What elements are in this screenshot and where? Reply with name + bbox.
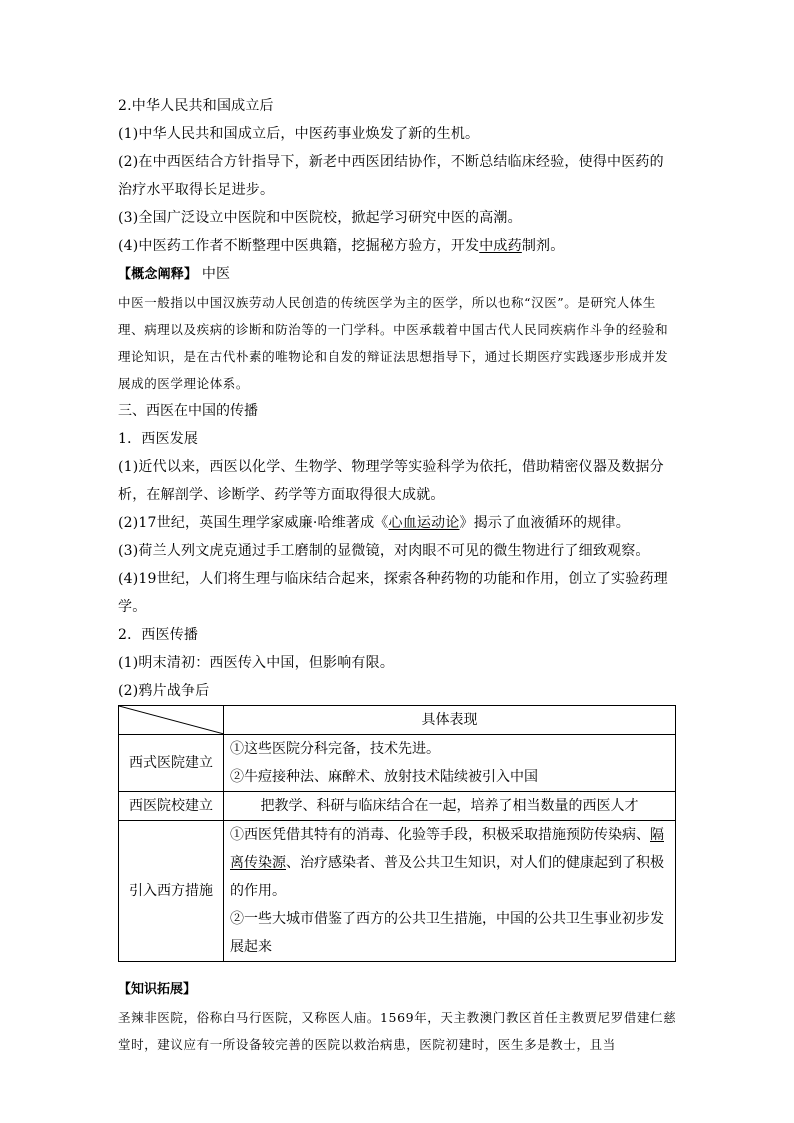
row-label: 西医院校建立 — [119, 792, 224, 821]
extension-body: 圣辣非医院，俗称白马行医院，又称医人庙。1569年，天主教澳门教区首任主教贾尼罗借建仁慈堂时，建议应有一所设备较完善的医院以救治病患，医院初建时，医生多是教士，且当 — [118, 1010, 677, 1052]
concept-term: 中医 — [201, 266, 231, 282]
table-cell — [224, 821, 676, 962]
paragraph — [118, 509, 678, 537]
diagonal-line — [119, 706, 224, 734]
text-run: 、治疗感染者、普及公共卫生知识，对人们的健康起到了积极的作用。 — [230, 855, 664, 899]
row-label: 西式医院建立 — [119, 735, 224, 792]
section-heading: 三、西医在中国的传播 — [118, 403, 258, 419]
concept-body: 中医一般指以中国汉族劳动人民创造的传统医学为主的医学，所以也称“汉医”。是研究人体生理、病理以及疾病的诊断和防治等的一门学科。中医承载着中国古代人民同疾病作斗争的经验和理论知识，是在古代朴素的唯物论和自发的辩证法思想指导下，通过长期医疗实践逐步形成并发展成的医学理论体系。 — [118, 295, 669, 391]
row-label: 引入西方措施 — [119, 821, 224, 962]
paragraph: (4)19世纪，人们将生理与临床结合起来，探索各种药物的功能和作用，创立了实验药理学。 — [118, 571, 668, 615]
underlined-term: 隔离传染源 — [230, 827, 664, 871]
diagonal-header-cell — [119, 706, 224, 735]
concept-tag: 【概念阐释】 — [118, 267, 198, 282]
subsection-heading: 2．西医传播 — [118, 627, 199, 643]
paragraph: (2)鸦片战争后 — [118, 683, 210, 699]
cell-line: ①这些医院分科完备，技术先进。 — [230, 741, 440, 757]
cell-paragraph — [230, 821, 669, 905]
paragraph: (1)中华人民共和国成立后，中医药事业焕发了新的生机。 — [118, 126, 480, 142]
paragraph: (2)在中西医结合方针指导下，新老中西医团结协作，不断总结临床经验，使得中医药的治疗水平取得长足进步。 — [118, 154, 664, 198]
subsection-heading: 1．西医发展 — [118, 431, 199, 447]
table-row — [119, 735, 676, 792]
concept-heading — [118, 260, 678, 289]
table-header-cell: 具体表现 — [224, 706, 676, 735]
text-run: (2)17世纪，英国生理学家威廉·哈维著成《 — [118, 515, 389, 531]
paragraph: (1)明末清初：西医传入中国，但影响有限。 — [118, 655, 395, 671]
underlined-term: 心血运动论 — [388, 515, 460, 531]
paragraph: (1)近代以来，西医以化学、生物学、物理学等实验科学为依托，借助精密仪器及数据分析，在解剖学、诊断学、药学等方面取得很大成就。 — [118, 459, 664, 503]
document-page — [118, 92, 678, 1058]
table-row — [119, 821, 676, 962]
underlined-term: 中成药 — [479, 238, 522, 254]
extension-tag: 【知识拓展】 — [118, 982, 197, 997]
text-run: 制剂。 — [521, 238, 565, 254]
text-run: (4)中医药工作者不断整理中医典籍，挖掘秘方验方，开发 — [118, 238, 480, 254]
western-medicine-table — [118, 705, 676, 962]
text-run: 》揭示了血液循环的规律。 — [459, 515, 630, 531]
table-cell — [224, 735, 676, 792]
table-header-row — [119, 706, 676, 735]
table-cell: 把教学、科研与临床结合在一起，培养了相当数量的西医人才 — [224, 792, 676, 821]
paragraph: (3)荷兰人列文虎克通过手工磨制的显微镜，对肉眼不可见的微生物进行了细致观察。 — [118, 543, 650, 559]
cell-line: ②牛痘接种法、麻醉术、放射技术陆续被引入中国 — [230, 769, 538, 785]
cell-paragraph: ②一些大城市借鉴了西方的公共卫生措施，中国的公共卫生事业初步发展起来 — [230, 911, 664, 955]
paragraph — [118, 232, 678, 260]
section-heading: 2.中华人民共和国成立后 — [118, 98, 274, 114]
paragraph: (3)全国广泛设立中医院和中医院校，掀起学习研究中医的高潮。 — [118, 210, 522, 226]
text-run: ①西医凭借其特有的消毒、化验等手段，积极采取措施预防传染病、 — [230, 827, 650, 843]
table-row — [119, 792, 676, 821]
